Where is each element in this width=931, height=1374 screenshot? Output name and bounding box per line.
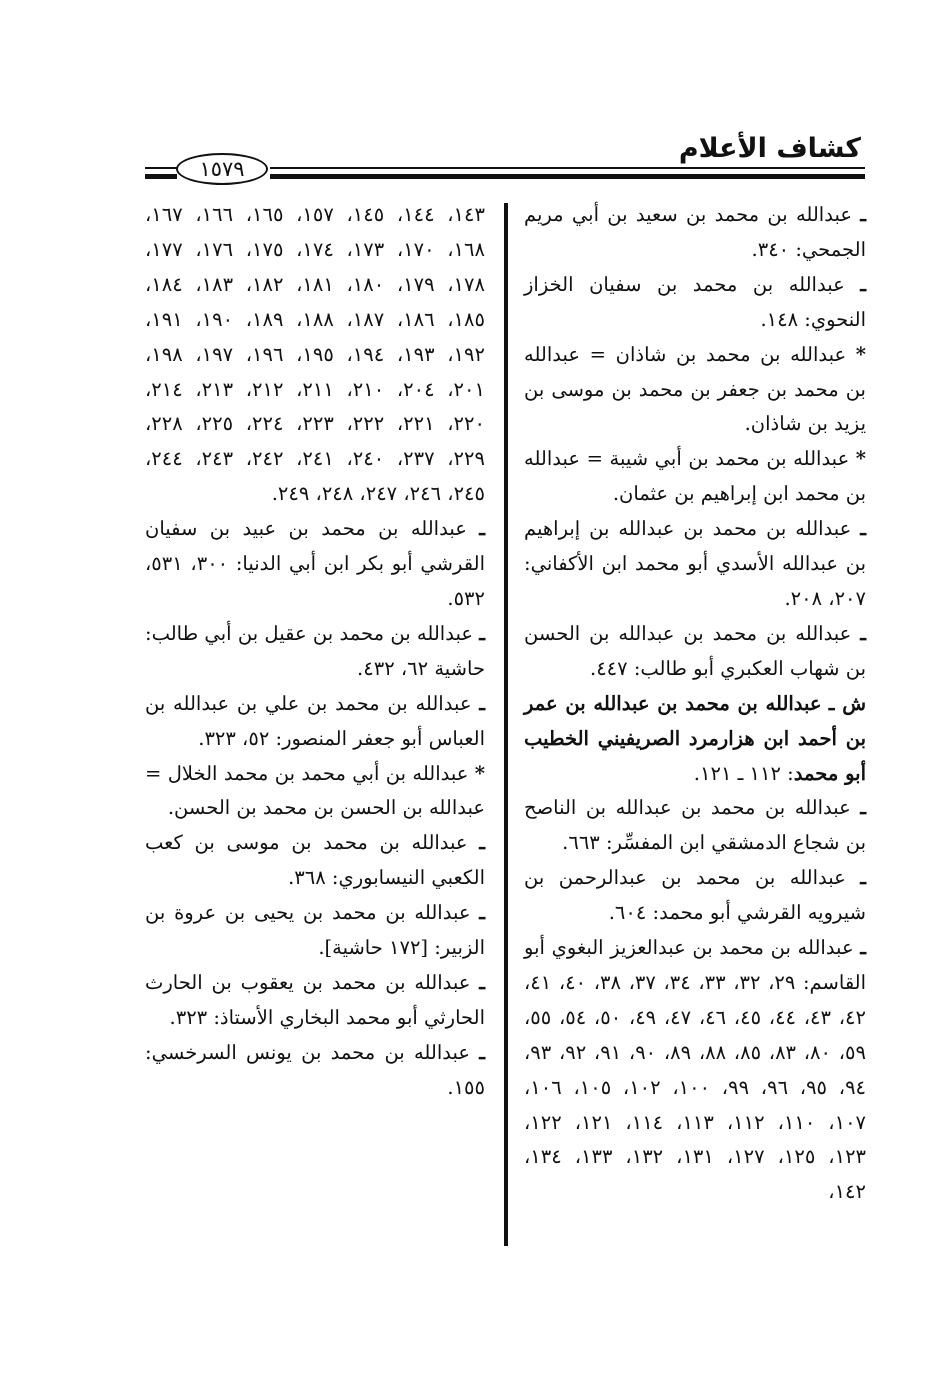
entry-marker: ـ — [479, 621, 486, 645]
page-number: ١٥٧٩ — [176, 153, 268, 185]
index-entry-bold — [524, 687, 866, 792]
entry-text: : ١١٢ ـ ١٢١. — [693, 761, 794, 785]
index-entry — [145, 826, 485, 896]
index-entry — [145, 757, 485, 827]
entry-text: عبدالله بن محمد بن عبدالعزيز البغوي أبو القاسم: ٢٩، ٣٢، ٣٣، ٣٤، ٣٧، ٣٨، ٤٠، ٤١، ٤٢، ٤٣، ٤٤، ٤٥، ٤٦، ٤٧، ٤٩، ٥٠، ٥٤، ٥٥، ٥٩، ٨٠، ٨٣، ٨٥، ٨٨، ٨٩، ٩٠، ٩١، ٩٢، ٩٣، ٩٤، ٩٥، ٩٦، ٩٩، ١٠٠، ١٠٢، ١٠٥، ١٠٦، ١٠٧، ١١٠، ١١٢، ١١٣، ١١٤، ١٢١، ١٢٢، ١٢٣، ١٢٥، ١٢٧، ١٣١، ١٣٢، ١٣٣، ١٣٤، ١٤٢، — [524, 936, 867, 1204]
entry-text: عبدالله بن محمد بن عبدالله بن الحسن بن شهاب العكبري أبو طالب: ٤٤٧. — [524, 621, 866, 680]
entry-text: عبدالله بن محمد بن سفيان الخزاز النحوي: ١٤٨. — [524, 272, 866, 331]
header-rule-left-bottom — [145, 174, 177, 179]
index-entry — [145, 512, 485, 617]
entry-marker: ـ — [860, 517, 867, 541]
index-entry — [145, 687, 485, 757]
entry-marker: ـ — [479, 517, 485, 541]
index-entry — [524, 198, 866, 268]
header-rule-top — [270, 167, 865, 169]
page-numbers-continuation: ١٤٣، ١٤٤، ١٤٥، ١٥٧، ١٦٥، ١٦٦، ١٦٧، ١٦٨، ١٧٠، ١٧٣، ١٧٤، ١٧٥، ١٧٦، ١٧٧، ١٧٨، ١٧٩، ١٨٠، ١٨١، ١٨٢، ١٨٣، ١٨٤، ١٨٥، ١٨٦، ١٨٧، ١٨٨، ١٨٩، ١٩٠، ١٩١، ١٩٢، ١٩٣، ١٩٤، ١٩٥، ١٩٦، ١٩٧، ١٩٨، ٢٠١، ٢٠٤، ٢١٠، ٢١١، ٢١٢، ٢١٣، ٢١٤، ٢٢٠، ٢٢١، ٢٢٢، ٢٢٣، ٢٢٤، ٢٢٥، ٢٢٨، ٢٢٩، ٢٣٧، ٢٤٠، ٢٤١، ٢٤٢، ٢٤٣، ٢٤٤، ٢٤٥، ٢٤٦، ٢٤٧، ٢٤٨، ٢٤٩. — [145, 203, 485, 506]
book-title: كشاف الأعلام — [678, 133, 861, 164]
entry-text: عبدالله بن محمد بن عبدالله بن الناصح بن شجاع الدمشقي ابن المفسِّر: ٦٦٣. — [524, 796, 866, 855]
entry-text: عبدالله بن محمد بن يونس السرخسي: ١٥٥. — [145, 1040, 485, 1099]
header-rule-left-top — [145, 167, 177, 169]
entry-marker: * — [855, 447, 866, 471]
entry-text: عبدالله بن أبي محمد بن محمد الخلال = عبدالله بن الحسن بن محمد بن الحسن. — [145, 761, 485, 820]
entry-marker: ـ — [479, 691, 485, 715]
index-entry — [524, 931, 866, 1210]
entry-marker: ـ — [860, 796, 866, 820]
index-entry — [524, 338, 866, 443]
index-entry — [145, 896, 485, 966]
entry-marker: * — [474, 761, 485, 785]
left-column — [145, 198, 485, 1106]
index-entry — [145, 1036, 485, 1106]
entry-text: عبدالله بن محمد بن شاذان = عبدالله بن محمد بن جعفر بن محمد بن موسى بن يزيد بن شاذان. — [524, 342, 866, 436]
index-entry — [524, 268, 866, 338]
entry-text: عبدالله بن محمد بن سعيد بن أبي مريم الجمحي: ٣٤٠. — [524, 203, 866, 261]
index-entry — [145, 966, 485, 1036]
entry-text: عبدالله بن محمد بن عبيد بن سفيان القرشي أبو بكر ابن أبي الدنيا: ٣٠٠، ٥٣١، ٥٣٢. — [145, 517, 485, 610]
page-header — [0, 0, 931, 200]
entry-marker: ـ — [860, 866, 867, 890]
index-entry — [145, 617, 485, 687]
entry-marker: ش ـ — [828, 691, 866, 715]
entry-marker: ـ — [479, 901, 485, 925]
header-rule-bottom — [270, 174, 865, 179]
entry-marker: ـ — [479, 831, 485, 855]
entry-text: عبدالله بن محمد بن عبدالرحمن بن شيرويه القرشي أبو محمد: ٦٠٤. — [524, 866, 866, 925]
entry-text: عبدالله بن محمد بن عقيل بن أبي طالب: حاشية ٦٢، ٤٣٢. — [145, 621, 485, 680]
index-entry — [524, 861, 866, 931]
index-entry — [524, 617, 866, 687]
entry-marker: ـ — [479, 970, 485, 994]
index-entry — [524, 512, 866, 617]
entry-text: عبدالله بن محمد بن موسى بن كعب الكعبي النيسابوري: ٣٦٨. — [145, 831, 485, 890]
entry-text: عبدالله بن محمد بن أبي شيبة = عبدالله بن محمد ابن إبراهيم بن عثمان. — [524, 447, 866, 506]
right-column — [524, 198, 866, 1210]
entry-marker: ـ — [860, 936, 866, 960]
index-entry — [524, 791, 866, 861]
entry-text: عبدالله بن محمد بن عبدالله بن إبراهيم بن عبدالله الأسدي أبو محمد ابن الأكفاني: ٢٠٧، ٢٠٨. — [524, 517, 866, 610]
entry-marker: ـ — [479, 1040, 485, 1064]
entry-marker: ـ — [860, 621, 867, 645]
index-entry — [524, 442, 866, 512]
entry-bold-name: عبدالله بن محمد بن عبدالله بن عمر بن أحمد ابن هزارمرد الصريفيني الخطيب أبو محمد — [524, 691, 866, 785]
entry-text: عبدالله بن محمد بن يعقوب بن الحارث الحارثي أبو محمد البخاري الأستاذ: ٣٢٣. — [145, 970, 485, 1029]
entry-text: عبدالله بن محمد بن يحيى بن عروة بن الزبير: [١٧٢ حاشية]. — [145, 901, 485, 960]
column-divider — [504, 203, 508, 1246]
entry-marker: ـ — [860, 272, 866, 296]
entry-marker: ـ — [860, 203, 867, 226]
entry-marker: * — [855, 342, 866, 366]
entry-text: عبدالله بن محمد بن علي بن عبدالله بن العباس أبو جعفر المنصور: ٥٢، ٣٢٣. — [145, 691, 485, 750]
